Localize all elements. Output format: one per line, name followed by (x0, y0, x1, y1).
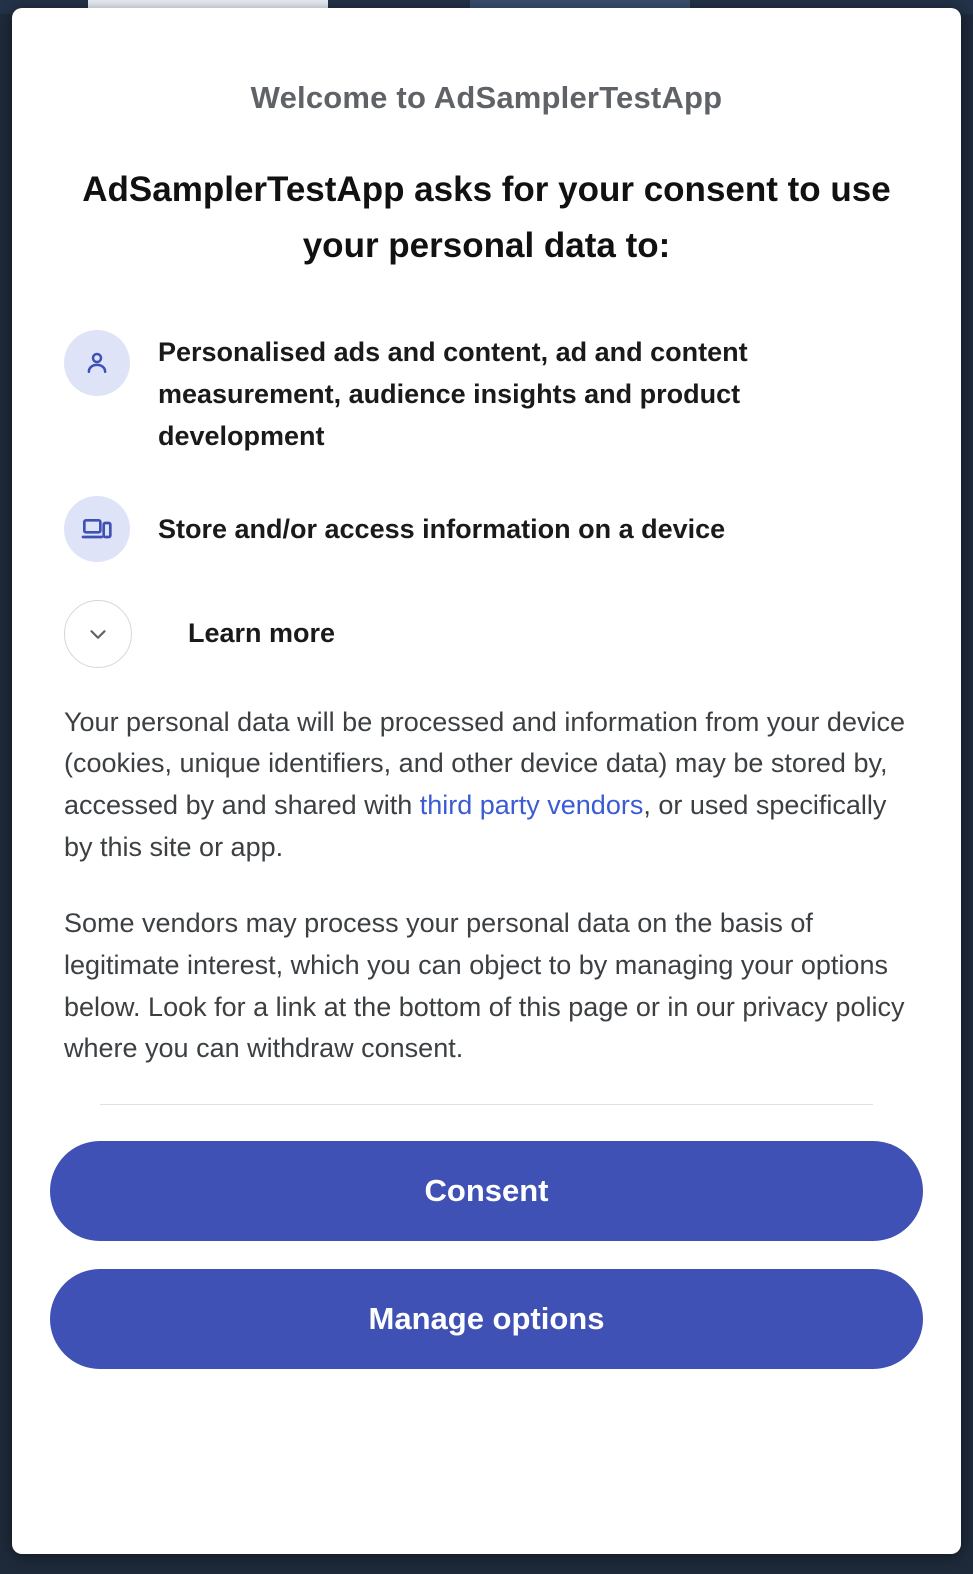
consent-headline: AdSamplerTestApp asks for your consent to use your personal data to: (82, 170, 891, 265)
person-icon (64, 330, 130, 396)
consent-button[interactable]: Consent (50, 1141, 923, 1241)
paragraph-1-before-link: Your personal data will be processed and information from your device (cookies, unique identifiers, and other device data) may be stored by, accessed by and shared with (64, 706, 905, 821)
learn-more-row[interactable] (12, 600, 961, 668)
paragraph-1-after-link: , or used specifically by this site or app. (64, 790, 887, 863)
purpose-item-store-access (12, 496, 961, 562)
action-buttons (12, 1105, 961, 1369)
devices-icon (64, 496, 130, 562)
manage-options-button[interactable]: Manage options (50, 1269, 923, 1369)
purpose-label: Personalised ads and content, ad and content measurement, audience insights and product development (158, 337, 748, 451)
privacy-paragraph-1 (12, 702, 961, 869)
purpose-item-personalised-ads (12, 330, 961, 458)
third-party-vendors-link[interactable]: third party vendors (419, 790, 644, 821)
purpose-label: Store and/or access information on a device (158, 513, 726, 544)
consent-dialog (12, 8, 961, 1554)
learn-more-label[interactable]: Learn more (188, 618, 336, 649)
privacy-paragraph-2: Some vendors may process your personal data on the basis of legitimate interest, which you can object to by managing your options below. Look for a link at the bottom of this page or in our privacy policy where you can withdraw consent. (64, 907, 905, 1064)
welcome-title: Welcome to AdSamplerTestApp (250, 80, 723, 115)
chevron-down-icon[interactable] (64, 600, 132, 668)
purpose-list (12, 330, 961, 668)
